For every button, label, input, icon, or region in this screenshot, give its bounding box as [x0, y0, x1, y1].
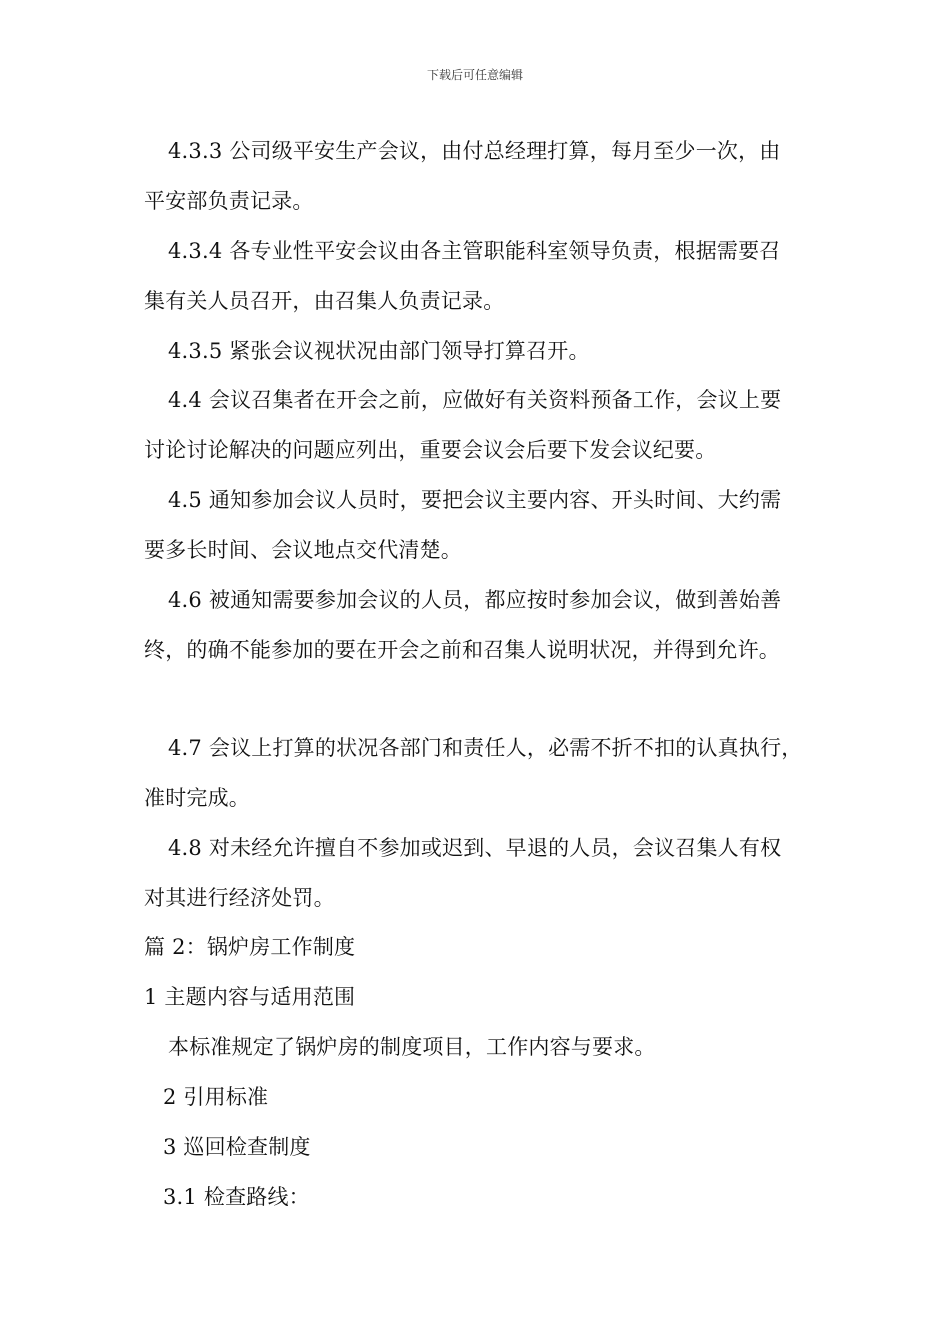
paragraph-line: 本标准规定了锅炉房的制度项目，工作内容与要求。 — [168, 1035, 656, 1059]
paragraph-line: 4.6 被通知需要参加会议的人员，都应按时参加会议，做到善始善 — [168, 588, 782, 612]
paragraph-line: 4.3.3 公司级平安生产会议，由付总经理打算，每月至少一次，由 — [168, 139, 781, 163]
section-heading: 1 主题内容与适用范围 — [144, 985, 356, 1009]
section-heading: 3.1 检查路线： — [163, 1185, 310, 1209]
paragraph-line: 4.3.4 各专业性平安会议由各主管职能科室领导负责，根据需要召 — [168, 239, 781, 263]
paragraph-line: 终，的确不能参加的要在开会之前和召集人说明状况，并得到允许。 — [144, 638, 780, 662]
page-header-note: 下载后可任意编辑 — [426, 68, 523, 82]
paragraph-line: 准时完成。 — [144, 786, 250, 810]
section-heading: 3 巡回检查制度 — [163, 1135, 311, 1159]
paragraph-line: 讨论讨论解决的问题应列出，重要会议会后要下发会议纪要。 — [144, 438, 717, 462]
paragraph-line: 4.5 通知参加会议人员时，要把会议主要内容、开头时间、大约需 — [168, 488, 782, 512]
paragraph-line: 4.8 对未经允许擅自不参加或迟到、早退的人员，会议召集人有权 — [168, 836, 782, 860]
paragraph-line: 平安部负责记录。 — [144, 189, 314, 213]
paragraph-line: 要多长时间、会议地点交代清楚。 — [144, 538, 462, 562]
paragraph-line: 4.4 会议召集者在开会之前，应做好有关资料预备工作，会议上要 — [168, 388, 782, 412]
paragraph-line: 集有关人员召开，由召集人负责记录。 — [144, 289, 505, 313]
section-heading: 篇 2：锅炉房工作制度 — [144, 935, 356, 959]
paragraph-line: 4.7 会议上打算的状况各部门和责任人，必需不折不扣的认真执行， — [168, 736, 803, 760]
section-heading: 2 引用标准 — [163, 1085, 269, 1109]
paragraph-line: 对其进行经济处罚。 — [144, 886, 335, 910]
paragraph-line: 4.3.5 紧张会议视状况由部门领导打算召开。 — [168, 339, 590, 363]
